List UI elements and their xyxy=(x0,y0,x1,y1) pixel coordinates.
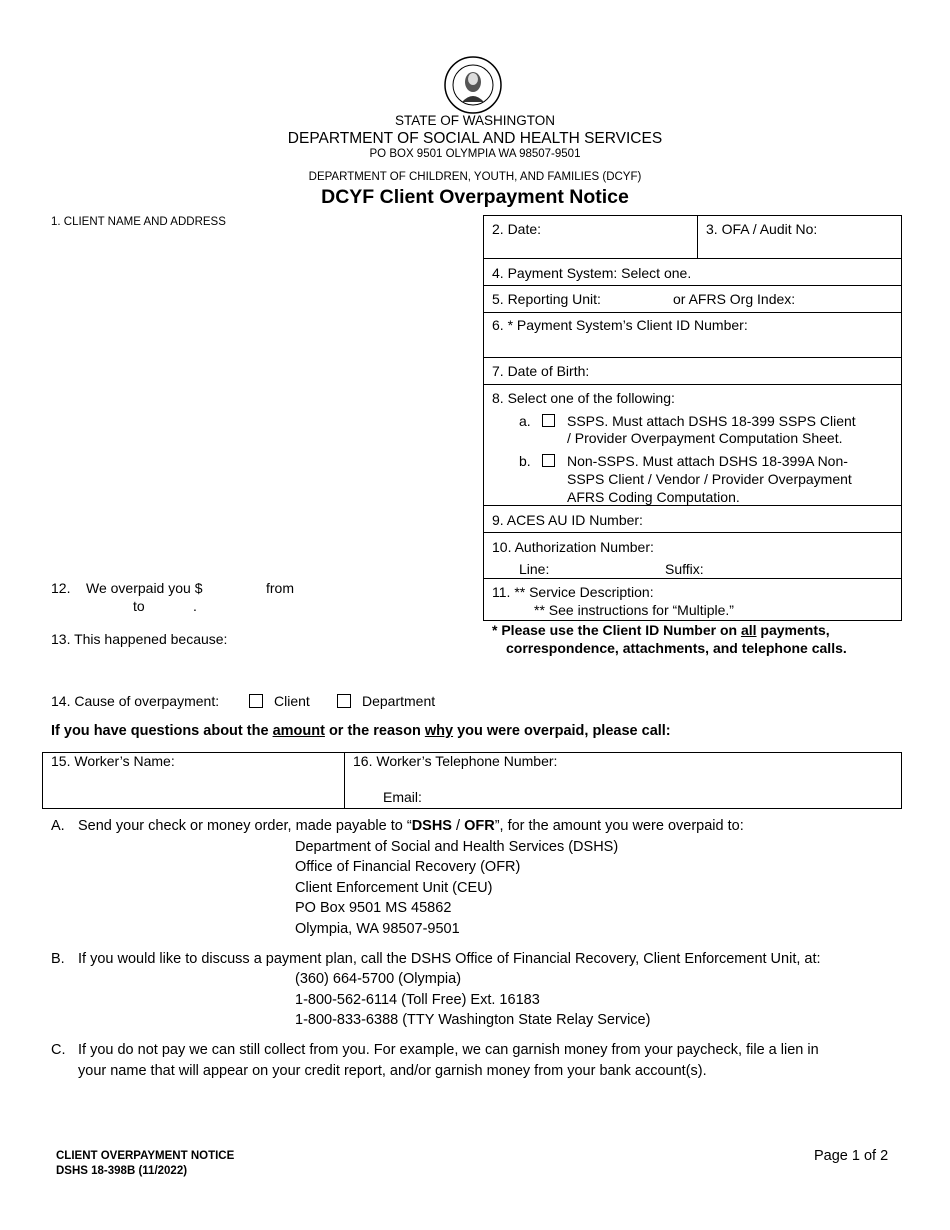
afrs-org-index-label: or AFRS Org Index: xyxy=(673,291,796,307)
table-row-line xyxy=(483,505,902,506)
header-address: PO BOX 9501 OLYMPIA WA 98507-9501 xyxy=(369,148,581,160)
table-row-line xyxy=(483,285,902,286)
section-a-post: ”, for the amount you were overpaid to: xyxy=(494,818,744,834)
address-line-5: Olympia, WA 98507-9501 xyxy=(295,921,460,937)
section-c-letter: C. xyxy=(51,1042,66,1058)
questions-why: why xyxy=(424,723,454,739)
questions-text: you were overpaid, please call: xyxy=(453,723,671,739)
questions-amount: amount xyxy=(272,723,325,739)
client-id-note-1 xyxy=(492,622,830,638)
footer-form-number: DSHS 18-398B (11/2022) xyxy=(56,1165,188,1177)
overpaid-from-label: from xyxy=(266,580,294,596)
footer-form-name: CLIENT OVERPAYMENT NOTICE xyxy=(56,1150,235,1162)
table-divider xyxy=(344,752,345,809)
overpaid-to-label: to xyxy=(133,598,145,614)
overpaid-label: We overpaid you $ xyxy=(86,580,203,596)
non-ssps-text-3: AFRS Coding Computation. xyxy=(567,489,740,505)
table-row-line xyxy=(483,357,902,358)
section-a-pre: Send your check or money order, made payable to “ xyxy=(78,818,412,834)
ssps-checkbox[interactable] xyxy=(542,414,555,427)
non-ssps-text-1: Non-SSPS. Must attach DSHS 18-399A Non- xyxy=(567,453,848,469)
worker-phone-label: 16. Worker’s Telephone Number: xyxy=(353,753,558,769)
line-label: Line: xyxy=(519,561,550,577)
overpaid-num: 12. xyxy=(51,580,71,596)
reason-label: 13. This happened because: xyxy=(51,631,228,647)
client-id-label: 6. * Payment System’s Client ID Number: xyxy=(492,317,748,333)
client-name-address-label: 1. CLIENT NAME AND ADDRESS xyxy=(51,216,226,228)
section-c-text-2: your name that will appear on your credit report, and/or garnish money from your bank account(s). xyxy=(78,1063,707,1079)
address-line-4: PO Box 9501 MS 45862 xyxy=(295,900,452,916)
questions-heading xyxy=(51,723,671,739)
section-b-letter: B. xyxy=(51,951,65,967)
section-a-text xyxy=(78,818,744,834)
header-state: STATE OF WASHINGTON xyxy=(394,113,555,128)
ssps-text-1: SSPS. Must attach DSHS 18-399 SSPS Client xyxy=(567,413,856,429)
page-title: DCYF Client Overpayment Notice xyxy=(321,186,629,208)
header-division: DEPARTMENT OF CHILDREN, YOUTH, AND FAMILIES (DCYF) xyxy=(308,171,642,183)
section-a-slash: / xyxy=(451,818,465,834)
table-row-line xyxy=(483,384,902,385)
date-of-birth-label: 7. Date of Birth: xyxy=(492,363,590,379)
table-row-line xyxy=(483,532,902,533)
cause-client-checkbox[interactable] xyxy=(249,694,263,708)
audit-no-label: 3. OFA / Audit No: xyxy=(706,221,818,237)
date-label: 2. Date: xyxy=(492,221,542,237)
section-a-payee1: DSHS xyxy=(411,818,452,834)
cause-department-label: Department xyxy=(362,693,436,709)
phone-olympia: (360) 664-5700 (Olympia) xyxy=(295,971,462,987)
suffix-label: Suffix: xyxy=(665,561,704,577)
questions-text: If you have questions about the xyxy=(51,723,273,739)
cause-label: 14. Cause of overpayment: xyxy=(51,693,220,709)
cause-department-checkbox[interactable] xyxy=(337,694,351,708)
non-ssps-text-2: SSPS Client / Vendor / Provider Overpayment xyxy=(567,471,852,487)
section-a-payee2: OFR xyxy=(464,818,495,834)
client-id-note-2: correspondence, attachments, and telephone calls. xyxy=(506,640,847,656)
section-b-text: If you would like to discuss a payment plan, call the DSHS Office of Financial Recovery, Client Enforcement Unit, at: xyxy=(78,951,821,967)
client-name-address-field[interactable] xyxy=(50,236,470,566)
state-seal-icon xyxy=(444,56,502,114)
table-divider xyxy=(697,215,698,258)
header-department: DEPARTMENT OF SOCIAL AND HEALTH SERVICES xyxy=(287,130,663,147)
service-description-note: ** See instructions for “Multiple.” xyxy=(534,602,734,618)
cause-client-label: Client xyxy=(274,693,310,709)
authorization-number-label: 10. Authorization Number: xyxy=(492,539,654,555)
option-b-letter: b. xyxy=(519,453,531,469)
table-row-line xyxy=(483,578,902,579)
worker-name-label: 15. Worker’s Name: xyxy=(51,753,175,769)
address-line-3: Client Enforcement Unit (CEU) xyxy=(295,880,493,896)
payment-system-label: 4. Payment System: Select one. xyxy=(492,265,692,281)
address-line-1: Department of Social and Health Services (DSHS) xyxy=(295,839,619,855)
questions-text: or the reason xyxy=(324,723,425,739)
phone-tty: 1-800-833-6388 (TTY Washington State Relay Service) xyxy=(295,1012,651,1028)
section-a-letter: A. xyxy=(51,818,65,834)
footer-page-number: Page 1 of 2 xyxy=(814,1148,889,1164)
phone-toll-free: 1-800-562-6114 (Toll Free) Ext. 16183 xyxy=(295,992,540,1008)
table-row-line xyxy=(483,258,902,259)
ssps-text-2: / Provider Overpayment Computation Sheet. xyxy=(567,430,843,446)
overpaid-period: . xyxy=(193,598,197,614)
section-c-text-1: If you do not pay we can still collect from you. For example, we can garnish money from your paycheck, file a lien in xyxy=(78,1042,819,1058)
reporting-unit-label: 5. Reporting Unit: xyxy=(492,291,601,307)
address-line-2: Office of Financial Recovery (OFR) xyxy=(295,859,521,875)
client-id-note-1-text: * Please use the Client ID Number on all payments, xyxy=(492,622,830,638)
service-description-label: 11. ** Service Description: xyxy=(492,584,654,600)
select-one-label: 8. Select one of the following: xyxy=(492,390,675,406)
aces-au-id-label: 9. ACES AU ID Number: xyxy=(492,512,643,528)
table-row-line xyxy=(483,312,902,313)
worker-email-label: Email: xyxy=(383,789,422,805)
non-ssps-checkbox[interactable] xyxy=(542,454,555,467)
option-a-letter: a. xyxy=(519,413,531,429)
